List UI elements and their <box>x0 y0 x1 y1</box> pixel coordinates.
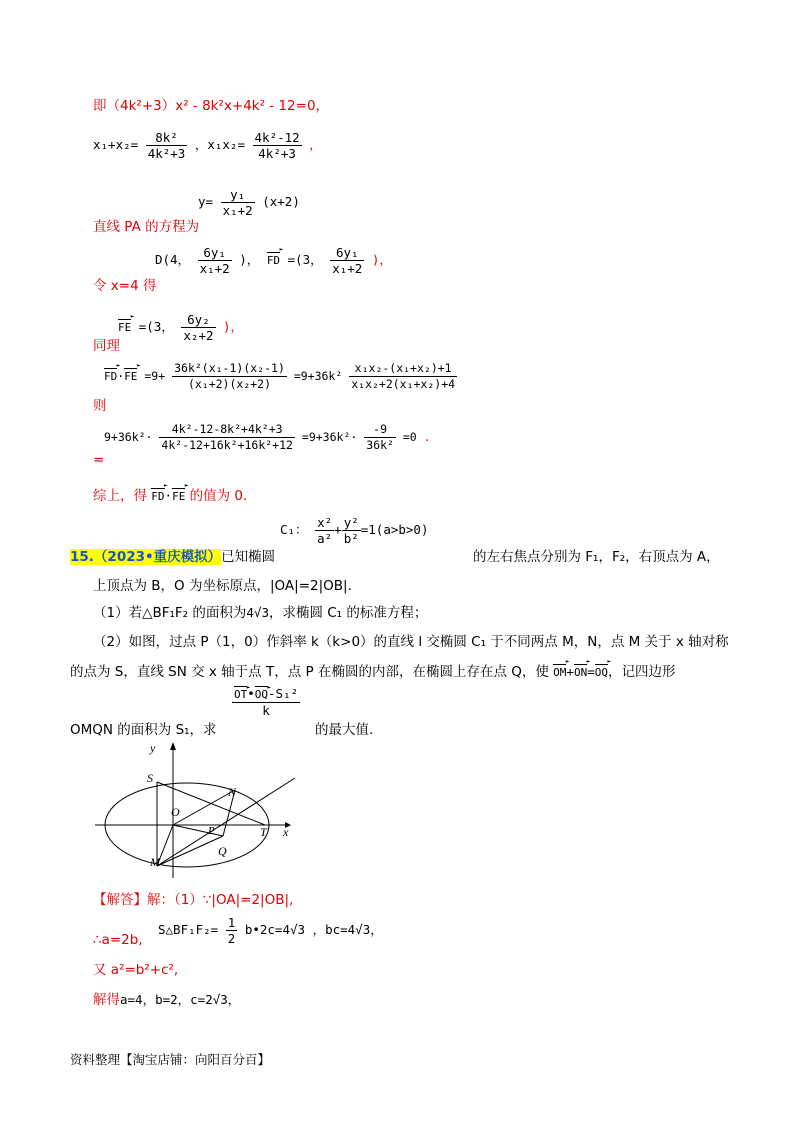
problem-15-line-1 <box>70 545 275 565</box>
frac-big-2-num: x₁x₂-(x₁+x₂)+1 <box>349 361 457 377</box>
question-2-line-3-pre: OMQN 的面积为 S₁，求 <box>70 722 217 738</box>
problem-source-tag: （2023•重庆模拟） <box>93 549 222 565</box>
product-numerator: 4k²-12 <box>254 130 300 145</box>
fe-right: )， <box>223 319 244 334</box>
dot-op: · <box>117 369 125 383</box>
ellipse-figure <box>95 738 305 878</box>
q1-post: ，求椭圆 C₁ 的标准方程； <box>268 605 428 621</box>
pa-numerator: y₁ <box>221 187 255 203</box>
segment-on <box>173 790 235 825</box>
half-frac <box>226 915 238 946</box>
eval-frac-2-den: 36k² <box>366 438 394 452</box>
sum-product-line <box>93 130 322 161</box>
pa-denominator: x₁+2 <box>222 203 253 218</box>
problem-number: 15. <box>70 549 94 565</box>
solved-label: 解得 <box>93 992 120 1008</box>
vec-on: ON ► <box>574 664 587 679</box>
vec-fd-a: FD ► <box>104 368 117 383</box>
ellipse-equation <box>280 515 428 546</box>
label-y: y <box>150 741 156 755</box>
q2-b-post: ，记四边形 <box>607 664 676 680</box>
eval-frac-2 <box>364 422 396 453</box>
solution-line-1: 【解答】解：（1）∵|OA|=2|OB|, <box>93 892 294 908</box>
y-axis-arrow <box>170 742 176 750</box>
frac-big-1 <box>172 361 287 392</box>
conclusion-post: 的值为 0. <box>189 488 248 504</box>
equals-sign: = <box>93 452 105 468</box>
solution-relation: 又 a²=b²+c², <box>93 962 179 978</box>
frac-big-1-den: (x₁+2)(x₂+2) <box>187 377 272 391</box>
label-m: M <box>150 855 160 869</box>
mid-expr: =9+36k² <box>293 369 343 383</box>
evaluation-line <box>104 422 431 453</box>
fe-numerator: 6y₂ <box>181 312 215 328</box>
max-dot: • <box>247 686 255 701</box>
frac-big-2 <box>349 361 457 392</box>
label-t: T <box>260 825 267 839</box>
vec-oq-2: OQ ► <box>255 686 268 701</box>
eval-frac-1-den: 4k²-12+16k²+16k²+12 <box>161 438 293 452</box>
d-fraction <box>198 245 232 276</box>
solution-result <box>93 988 240 1008</box>
max-value-fraction <box>232 686 300 718</box>
label-o: O <box>171 805 180 819</box>
fe-fraction <box>181 312 215 343</box>
product-label: ，x₁x₂= <box>194 137 245 152</box>
eval-mid: =9+36k²· <box>301 430 358 444</box>
question-2-line-3-post: 的最大值. <box>315 722 374 738</box>
known-ellipse-label: 已知椭圆 <box>221 549 276 565</box>
bc-value: ，bc=4√3， <box>312 922 383 937</box>
x-num: x² <box>317 515 333 530</box>
fd-left: =(3， <box>287 252 323 267</box>
conclusion-pre: 综上，得 <box>93 488 147 504</box>
solution-area-line <box>158 915 383 946</box>
half-num: 1 <box>227 915 236 930</box>
solution-a-eq-2b: ∴a=2b, <box>93 932 143 948</box>
q2-eq: = <box>587 664 595 679</box>
area-label: S△BF₁F₂= <box>158 922 219 937</box>
product-denominator: 4k²+3 <box>258 146 296 161</box>
max-frac <box>232 686 300 718</box>
plus-sign: + <box>334 522 342 537</box>
eq-tail: =1(a>b>0) <box>360 522 429 537</box>
label-n: N <box>228 785 237 799</box>
product-fraction <box>253 130 302 161</box>
vector-fd: FD ► <box>267 252 280 267</box>
eval-frac-2-num: -9 <box>364 422 396 438</box>
frac-big-1-num: 36k²(x₁-1)(x₂-1) <box>174 361 285 375</box>
q2-b-pre: 的点为 S，直线 SN 交 x 轴于点 T，点 P 在椭圆的内部，在椭圆上存在点 Q，使 <box>70 664 549 680</box>
d-left: D(4， <box>155 252 191 267</box>
max-frac-num <box>232 686 300 703</box>
eval-result: =0 <box>402 430 417 444</box>
question-2-line-2 <box>70 660 675 680</box>
half-den: 2 <box>227 931 236 946</box>
max-frac-den: k <box>262 703 270 718</box>
let-x-label: 令 x=4 得 <box>93 278 157 294</box>
pa-lhs: y= <box>198 194 214 209</box>
area-mid: b•2c=4√3 <box>244 922 306 937</box>
frac-big-2-den: x₁x₂+2(x₁+x₂)+4 <box>351 377 456 391</box>
c1-label: C₁： <box>280 522 308 537</box>
label-p: P <box>208 825 215 837</box>
d-right: )， <box>239 252 260 267</box>
label-q: Q <box>218 844 227 858</box>
sum-denominator: 4k²+3 <box>147 146 186 161</box>
sum-label: x₁+x₂= <box>93 137 139 152</box>
eval-end: . <box>423 430 431 444</box>
y-num: y² <box>343 515 359 530</box>
b-den: b² <box>343 531 359 546</box>
conclusion-vec-fe: FE ► <box>172 488 185 503</box>
pa-rhs: (x+2) <box>262 194 300 209</box>
fd-numerator: 6y₁ <box>330 245 364 261</box>
vec-ot: OT ► <box>234 686 247 701</box>
q1-pre: （1）若△BF₁F₂ 的面积为 <box>93 605 247 621</box>
pa-equation <box>198 187 300 218</box>
a-den: a² <box>317 531 333 546</box>
similarly-label: 同理 <box>93 338 120 354</box>
minus-s1-sq: -S₁² <box>268 686 299 701</box>
vec-om: OM ► <box>553 664 566 679</box>
fd-right: )， <box>371 252 392 267</box>
vec-fe-a: FE ► <box>124 368 137 383</box>
dot-product-line <box>104 361 457 392</box>
vector-fe-line <box>118 312 243 343</box>
vec-oq: OQ ► <box>595 664 608 679</box>
label-s: S <box>147 771 153 785</box>
problem-15-line-1-tail: 的左右焦点分别为 F₁，F₂，右顶点为 A， <box>473 549 720 565</box>
fd-denominator: x₁+2 <box>332 261 363 276</box>
point-d-and-fd <box>155 245 392 276</box>
question-1 <box>93 601 427 621</box>
eval-prefix: 9+36k²· <box>104 430 153 444</box>
vector-fe: FE ► <box>118 319 131 334</box>
sum-fraction <box>146 130 188 161</box>
eval-frac-1 <box>159 422 295 453</box>
y-frac <box>342 515 361 546</box>
solved-values: a=4，b=2，c=2√3， <box>120 992 241 1007</box>
fe-left: =(3， <box>138 319 174 334</box>
footer-note: 资料整理【淘宝店铺：向阳百分百】 <box>70 1052 271 1067</box>
pa-line-label: 直线 PA 的方程为 <box>93 219 200 235</box>
conclusion-line <box>93 484 247 504</box>
sum-numerator: 8k² <box>146 130 188 146</box>
line-end: ， <box>309 137 322 152</box>
fd-fraction <box>330 245 364 276</box>
pa-fraction <box>221 187 255 218</box>
eval-frac-1-num: 4k²-12-8k²+4k²+3 <box>159 422 295 438</box>
eq-nine: =9+ <box>144 369 166 383</box>
equation-line-1: 即（4k²+3）x² - 8k²x+4k² - 12=0， <box>93 98 330 114</box>
q2-plus: + <box>566 664 574 679</box>
q1-value: 4√3 <box>246 605 269 620</box>
d-denominator: x₁+2 <box>199 261 230 276</box>
problem-15-line-2: 上顶点为 B，O 为坐标原点，|OA|=2|OB|. <box>93 578 352 594</box>
then-label: 则 <box>93 398 107 414</box>
d-numerator: 6y₁ <box>198 245 232 261</box>
question-2-line-1: （2）如图，过点 P（1，0）作斜率 k（k>0）的直线 l 交椭圆 C₁ 于不同两点 M，N，点 M 关于 x 轴对称 <box>93 634 729 650</box>
conclusion-dot: · <box>164 488 173 503</box>
fe-denominator: x₂+2 <box>183 328 214 343</box>
label-x: x <box>283 825 289 839</box>
conclusion-vec-fd: FD ► <box>151 488 164 503</box>
segment-oq <box>173 825 223 836</box>
x-frac <box>315 515 334 546</box>
